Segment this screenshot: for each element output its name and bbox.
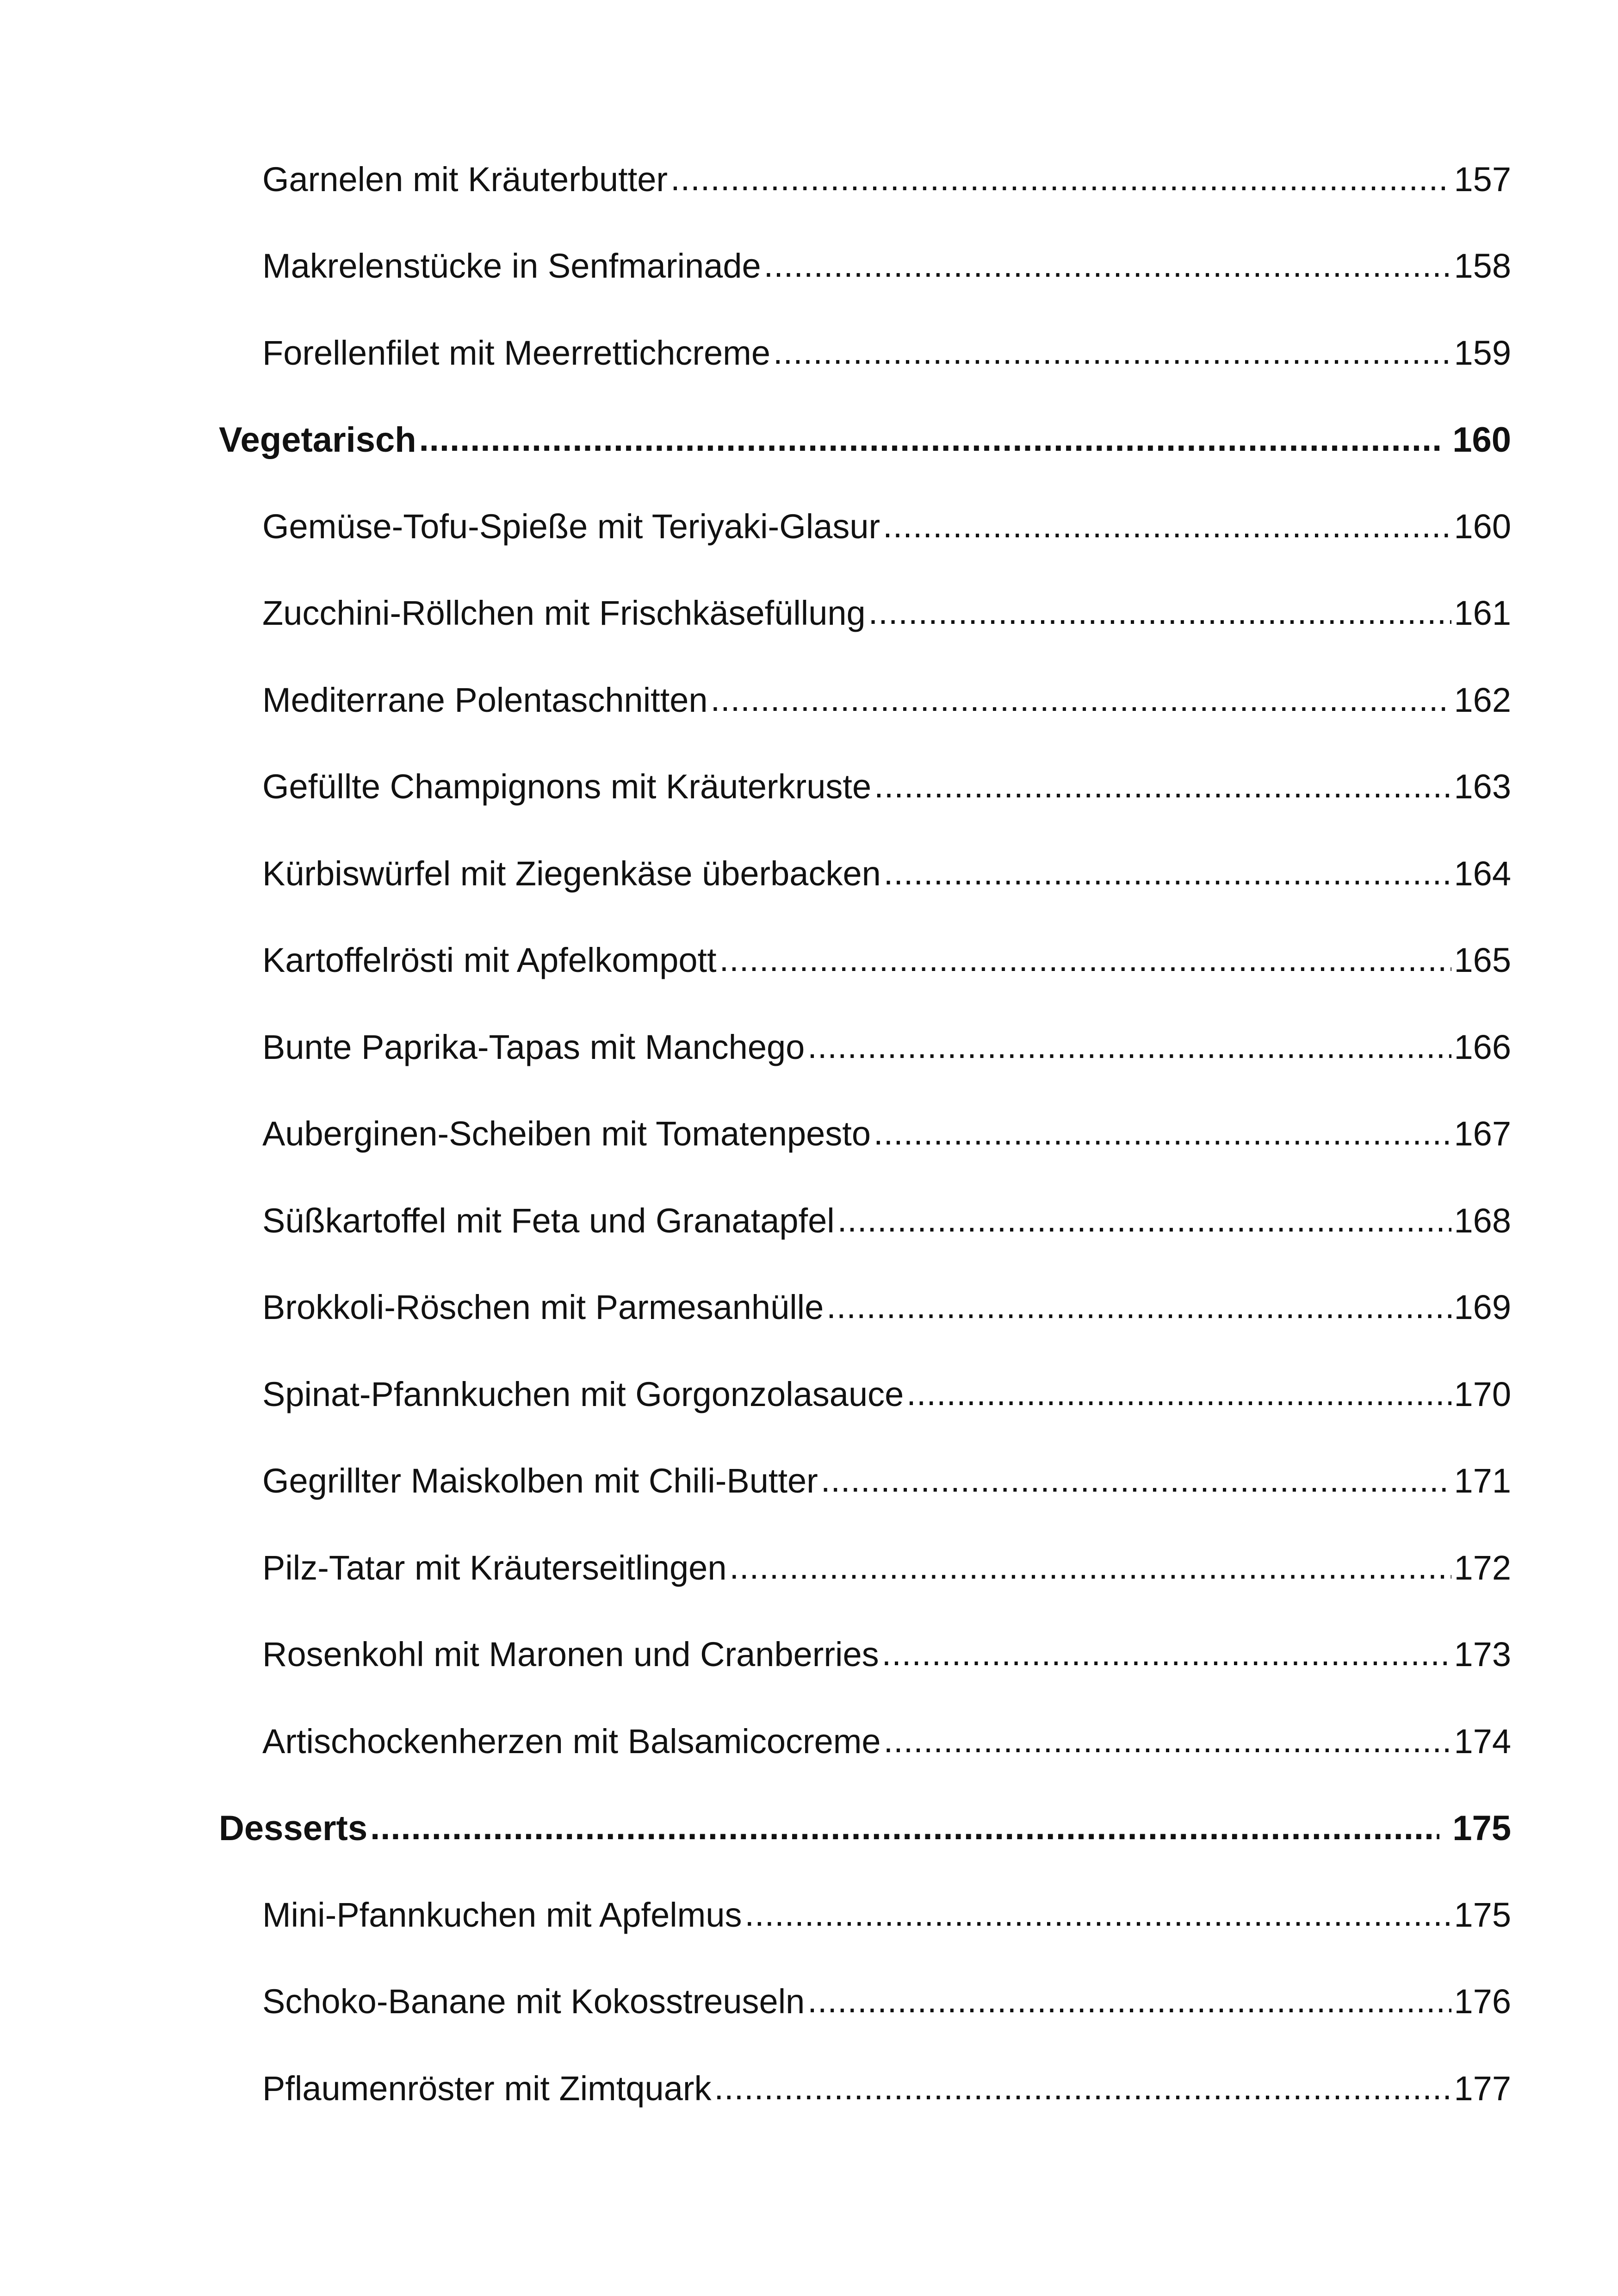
toc-dot-leader [826,1287,1451,1326]
toc-page-number: 173 [1454,1635,1511,1674]
toc-section-title: Vegetarisch [219,420,416,460]
toc-dot-leader [419,419,1440,459]
toc-entry [262,1375,1511,1430]
toc-entry-title: Garnelen mit Kräuterbutter [262,160,668,199]
toc-page-number: 174 [1454,1722,1511,1761]
toc-page-number: 161 [1454,594,1511,632]
toc-dot-leader [883,506,1451,545]
toc-entry-title: Forellenfilet mit Meerrettichcreme [262,334,770,372]
toc-entry-title: Pilz-Tatar mit Kräuterseitlingen [262,1549,727,1587]
toc-entry-title: Schoko-Banane mit Kokosstreuseln [262,1982,805,2021]
toc-entry [262,1288,1511,1343]
toc-dot-leader [882,1634,1451,1673]
toc-entry [262,940,1511,996]
toc-dot-leader [711,679,1451,719]
toc-section-heading [219,1808,1511,1864]
toc-page-number: 177 [1454,2069,1511,2108]
toc-page-number: 160 [1454,507,1511,546]
toc-dot-leader [764,245,1451,285]
toc-entry-title: Makrelenstücke in Senfmarinade [262,247,761,285]
toc-page-number: 158 [1454,247,1511,285]
toc-entry [262,1114,1511,1170]
toc-entry [262,2069,1511,2124]
toc-entry [262,246,1511,302]
toc-page-number: 162 [1454,681,1511,719]
toc-entry [262,1722,1511,1777]
toc-entry-title: Zucchini-Röllchen mit Frischkäsefüllung [262,594,866,632]
toc-dot-leader [906,1374,1451,1413]
toc-page-number: 164 [1454,854,1511,893]
toc-dot-leader [719,940,1451,979]
toc-entry-title: Rosenkohl mit Maronen und Cranberries [262,1635,879,1674]
toc-entry-title: Kartoffelrösti mit Apfelkompott [262,941,717,979]
toc-page-number: 166 [1454,1028,1511,1066]
toc-entry-title: Spinat-Pfannkuchen mit Gorgonzolasauce [262,1375,904,1413]
toc-page-number: 159 [1454,334,1511,372]
toc-entry [262,767,1511,822]
toc-dot-leader [773,332,1451,372]
toc-entry [262,1635,1511,1690]
toc-page-number: 172 [1454,1549,1511,1587]
toc-dot-leader [807,1981,1451,2020]
toc-entry [262,680,1511,736]
toc-entry-title: Auberginen-Scheiben mit Tomatenpesto [262,1114,871,1153]
toc-page-number: 157 [1454,160,1511,199]
toc-entry [262,1895,1511,1951]
toc-entry-title: Brokkoli-Röschen mit Parmesanhülle [262,1288,824,1326]
toc-entry-title: Mediterrane Polentaschnitten [262,681,708,719]
toc-page-number: 176 [1454,1982,1511,2021]
toc-dot-leader [874,1113,1451,1152]
toc-page-number: 168 [1454,1201,1511,1240]
toc-page-number: 170 [1454,1375,1511,1413]
toc-dot-leader [884,853,1451,892]
toc-entry [262,1461,1511,1517]
toc-dot-leader [868,592,1451,632]
toc-entry [262,1982,1511,2037]
toc-dot-leader [821,1460,1451,1500]
toc-entry [262,1027,1511,1083]
toc-entry-title: Pflaumenröster mit Zimtquark [262,2069,712,2108]
toc-page-number: 165 [1454,941,1511,979]
toc-entry-title: Süßkartoffel mit Feta und Granatapfel [262,1201,835,1240]
toc-dot-leader [729,1547,1451,1587]
toc-entry [262,1201,1511,1257]
toc-page-number: 175 [1454,1896,1511,1934]
toc-dot-leader [837,1200,1451,1239]
toc-entry-title: Gemüse-Tofu-Spieße mit Teriyaki-Glasur [262,507,880,546]
toc-entry-title: Gefüllte Champignons mit Kräuterkruste [262,767,872,806]
toc-entry-title: Kürbiswürfel mit Ziegenkäse überbacken [262,854,881,893]
toc-entry-title: Artischockenherzen mit Balsamicocreme [262,1722,881,1761]
toc-entry-title: Gegrillter Maiskolben mit Chili-Butter [262,1462,818,1500]
toc-section-title: Desserts [219,1809,368,1848]
toc-page-number: 160 [1452,420,1511,460]
toc-page-number: 167 [1454,1114,1511,1153]
toc-page-number: 169 [1454,1288,1511,1326]
toc-entry [262,507,1511,562]
toc-dot-leader [874,766,1451,805]
toc-page-number: 175 [1452,1809,1511,1848]
toc-entry [262,593,1511,649]
toc-page-number: 163 [1454,767,1511,806]
toc-entry [262,1548,1511,1604]
toc-entry [262,333,1511,389]
toc-section-heading [219,420,1511,475]
toc-dot-leader [807,1027,1451,1066]
toc-dot-leader [744,1894,1451,1934]
toc-entry-title: Bunte Paprika-Tapas mit Manchego [262,1028,805,1066]
toc-entry [262,854,1511,909]
toc-dot-leader [370,1807,1439,1848]
toc-dot-leader [714,2068,1451,2107]
toc-entry [262,160,1511,215]
toc-dot-leader [670,159,1451,198]
toc-dot-leader [884,1721,1451,1760]
toc-page-number: 171 [1454,1462,1511,1500]
toc-entry-title: Mini-Pfannkuchen mit Apfelmus [262,1896,742,1934]
